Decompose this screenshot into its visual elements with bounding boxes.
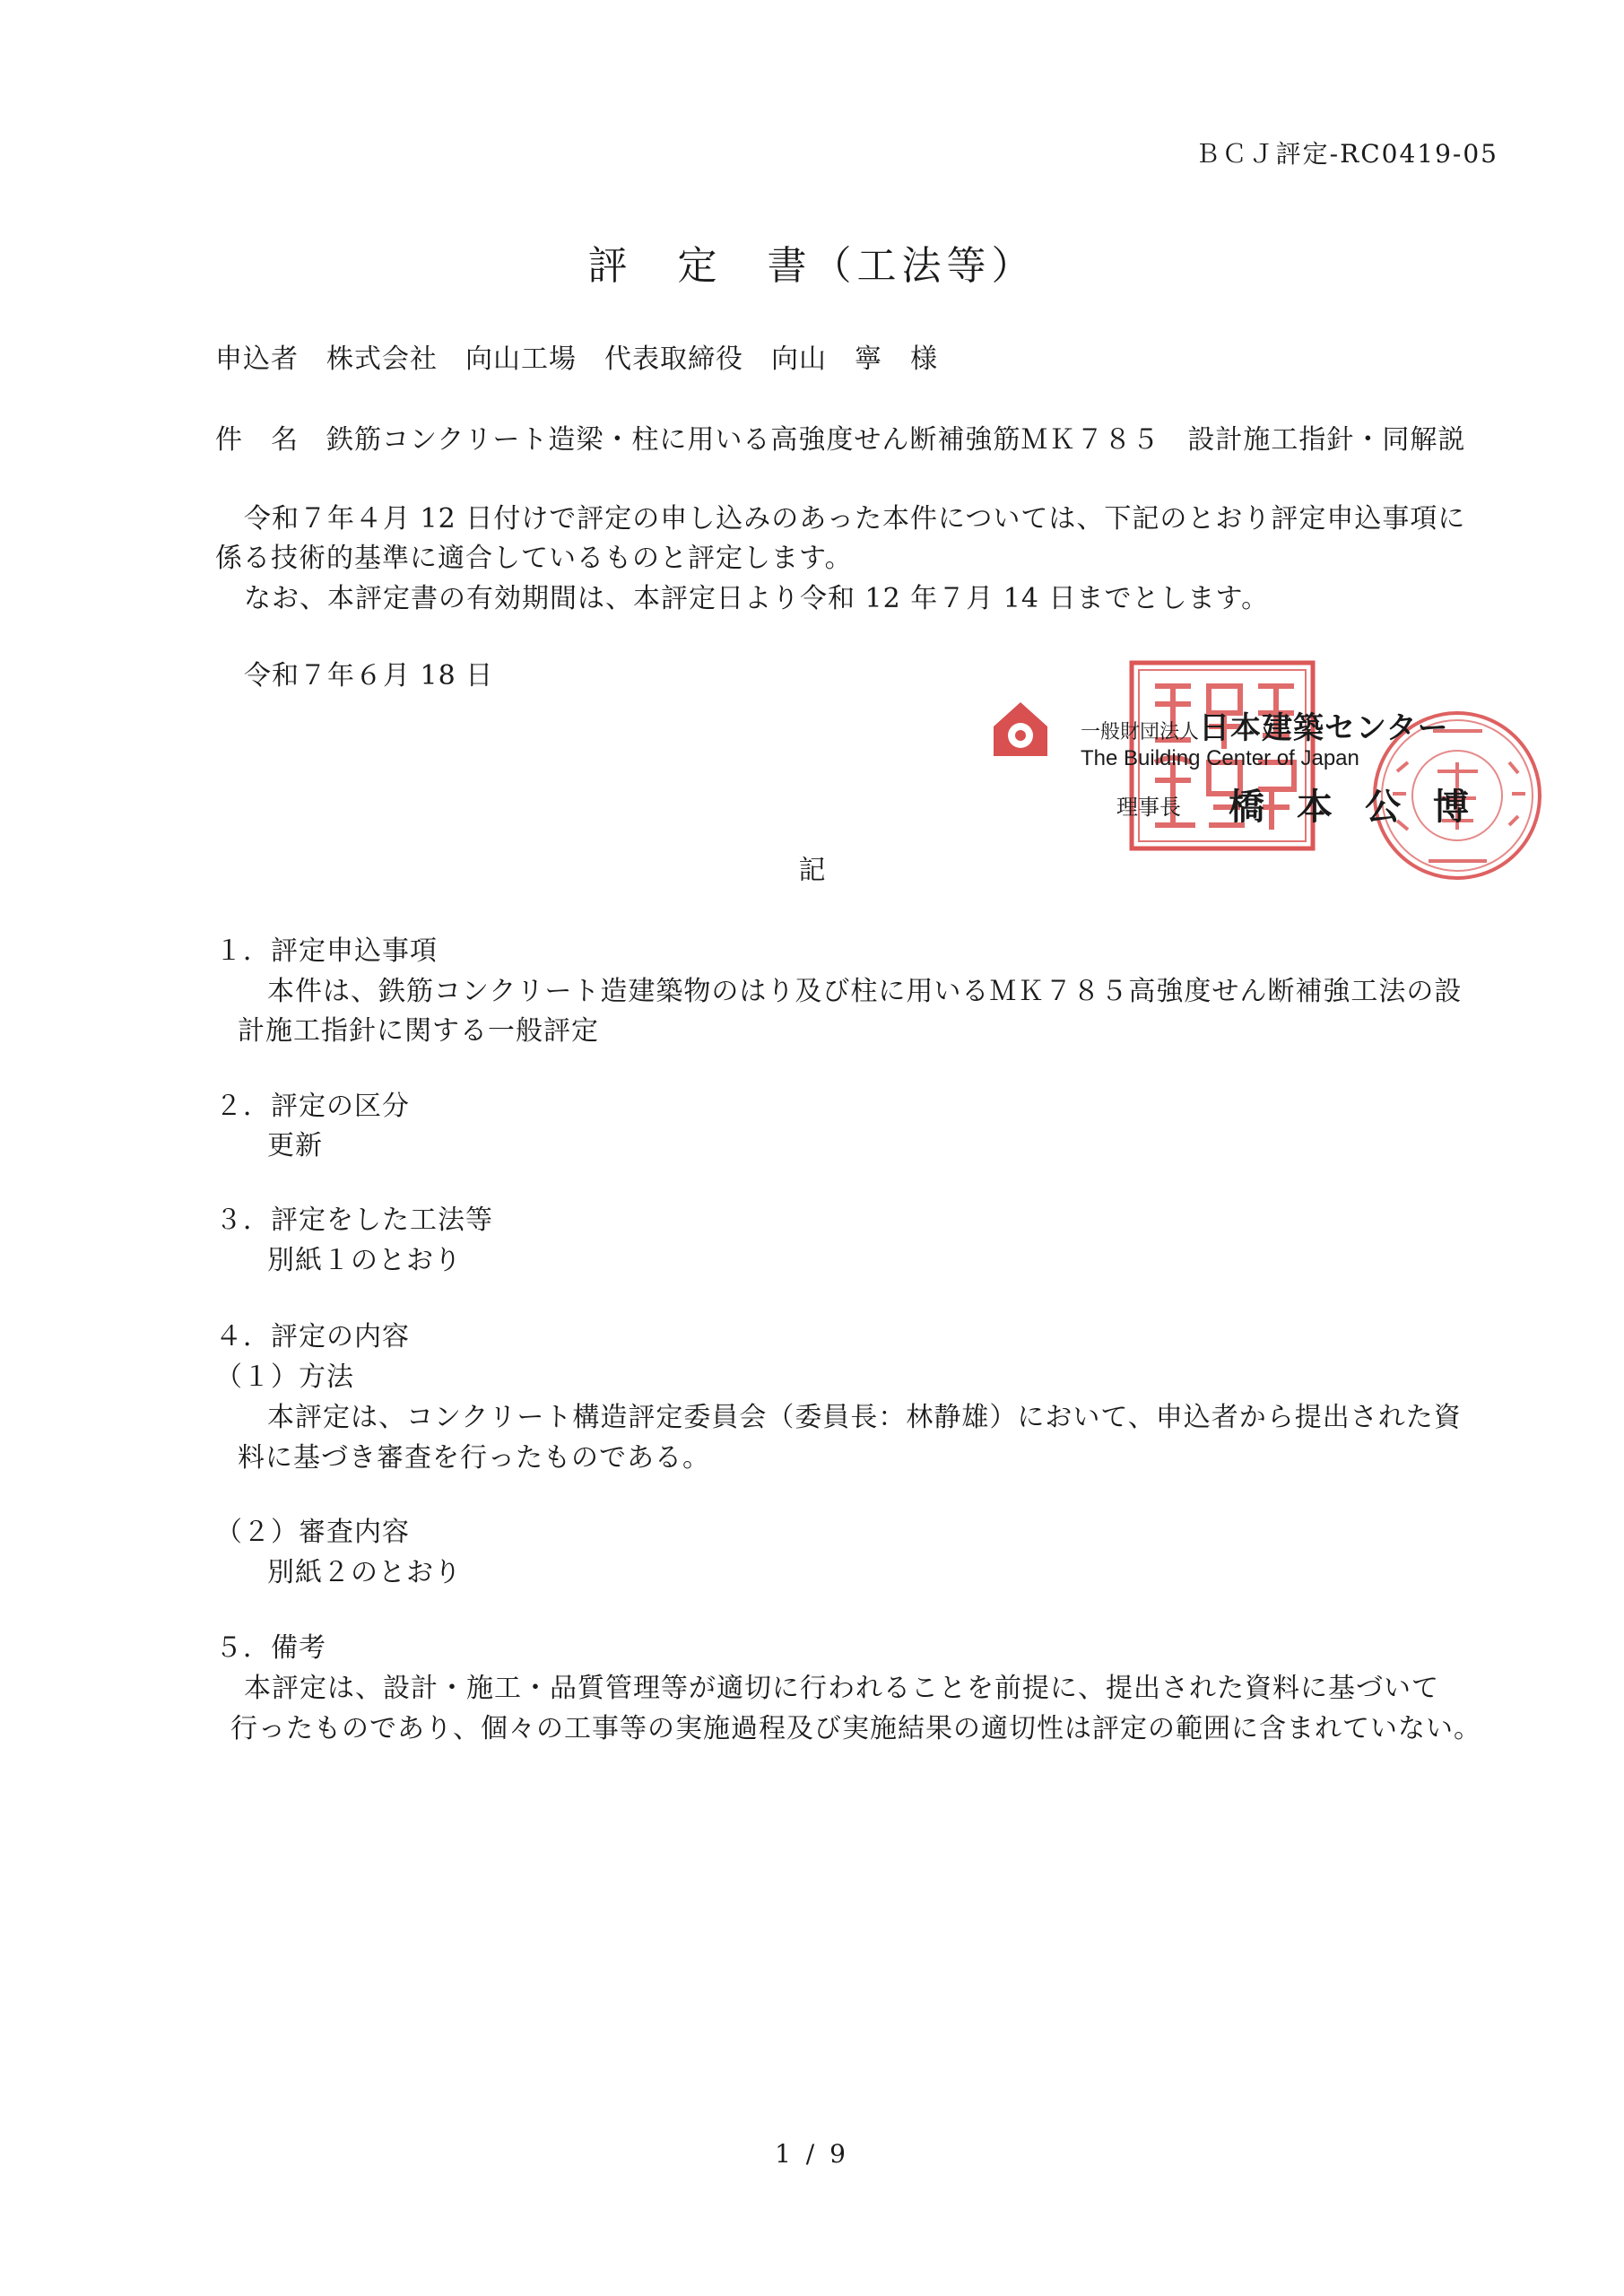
section-2-body: 更新 — [267, 1130, 323, 1161]
section-4-1-body-2: 料に基づき審査を行ったものである。 — [238, 1442, 710, 1474]
section-4-2-body: 別紙２のとおり — [267, 1557, 462, 1588]
section-1-title: １．評定申込事項 — [215, 935, 438, 967]
page-number: 1 / 9 — [775, 2139, 849, 2169]
section-3-title: ３．評定をした工法等 — [215, 1205, 493, 1236]
issue-date: 令和７年６月 18 日 — [244, 660, 494, 691]
issuer-name-en: The Building Center of Japan — [1081, 746, 1359, 770]
chair-title: 理事長 — [1116, 795, 1181, 820]
issuer-block — [991, 700, 1547, 852]
section-4-title: ４．評定の内容 — [215, 1321, 410, 1352]
section-5-body-2: 行ったものであり、個々の工事等の実施過程及び実施結果の適切性は評定の範囲に含まれていない。 — [230, 1713, 1481, 1744]
subject-line: 件 名 鉄筋コンクリート造梁・柱に用いる高強度せん断補強筋ＭＫ７８５ 設計施工指針・同解説 — [215, 424, 1466, 456]
issuer-name-jp — [1081, 703, 1449, 747]
document-id: ＢＣＪ評定-RC0419-05 — [1194, 139, 1498, 169]
section-1-body-1: 本件は、鉄筋コンクリート造建築物のはり及び柱に用いるＭＫ７８５高強度せん断補強工法の設 — [267, 976, 1463, 1007]
intro-line-3: なお、本評定書の有効期間は、本評定日より令和 12 年７月 14 日までとします。 — [244, 583, 1270, 614]
intro-line-1: 令和７年４月 12 日付けで評定の申し込みのあった本件については、下記のとおり評定申込事項に — [244, 503, 1466, 535]
intro-line-2: 係る技術的基準に適合しているものと評定します。 — [215, 543, 853, 574]
bcj-logo-icon — [991, 700, 1050, 759]
chair-name: 橋本公博 — [1229, 787, 1501, 828]
page-title: 評 定 書（工法等） — [587, 243, 1037, 289]
section-4-1-body-1: 本評定は、コンクリート構造評定委員会（委員長：林静雄）において、申込者から提出された資 — [267, 1402, 1462, 1433]
ki-heading: 記 — [798, 855, 826, 886]
section-4-1-title: （１）方法 — [215, 1361, 354, 1393]
section-5-title: ５．備考 — [215, 1632, 326, 1664]
applicant-line: 申込者 株式会社 向山工場 代表取締役 向山 寧 様 — [215, 344, 938, 375]
section-4-2-title: （２）審査内容 — [215, 1517, 410, 1548]
section-2-title: ２．評定の区分 — [215, 1091, 410, 1122]
issuer-prefix: 一般財団法人 — [1081, 721, 1200, 744]
section-5-body-1: 本評定は、設計・施工・品質管理等が適切に行われることを前提に、提出された資料に基づいて — [244, 1673, 1439, 1704]
issuer-name: 日本建築センター — [1199, 710, 1449, 746]
section-1-body-2: 計施工指針に関する一般評定 — [238, 1015, 599, 1047]
section-3-body: 別紙１のとおり — [267, 1245, 462, 1276]
